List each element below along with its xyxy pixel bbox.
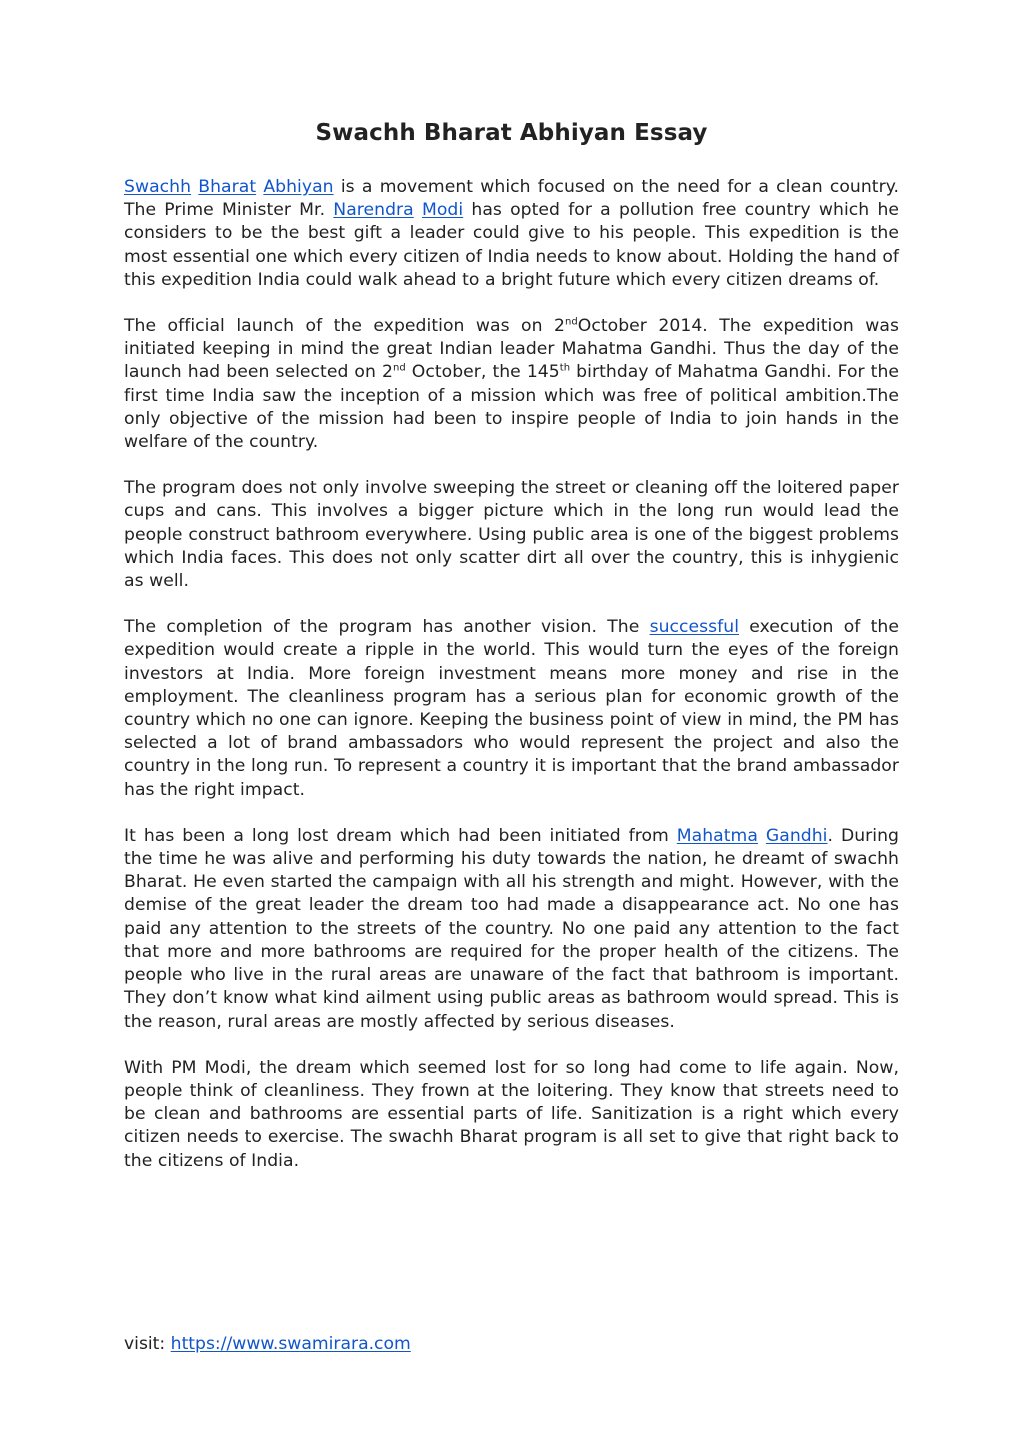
link-narendra[interactable]: Narendra [333,200,414,221]
link-gandhi[interactable]: Gandhi [765,825,828,846]
link-successful[interactable]: successful [649,617,740,638]
paragraph-1-text-a: is a movement which focused on the need for a clean country. The Prime Minister Mr. [124,177,899,221]
paragraph-4 [124,616,899,802]
paragraph-2-text-b: October 2014. The expedition was initiated keeping in mind the great Indian leader Mahatma Gandhi. Thus the day of the launch had been selected on 2 [124,316,899,383]
page-title: Swachh Bharat Abhiyan Essay [315,120,708,146]
paragraph-1 [124,176,899,292]
paragraph-2 [124,315,899,454]
paragraph-2-text-d: birthday of Mahatma Gandhi. For the first time India saw the inception of a mission which was free of political ambition.The only objective of the mission had been to inspire people of India to join hands in the welfare of the country. [124,362,900,453]
link-abhiyan[interactable]: Abhiyan [263,177,334,197]
paragraph-6: With PM Modi, the dream which seemed lost for so long had come to life again. Now, people think of cleanliness. They frown at the loitering. They know that streets need to be clean and bathrooms are essential parts of life. Sanitization is a right which every citizen needs to exercise. The swachh Bharat program is all set to give that right back to the citizens of India. [124,1057,899,1171]
superscript-th: th [559,362,571,374]
paragraph-4-text-a: The completion of the program has another vision. The [124,617,650,638]
paragraph-2-text-a: The official launch of the expedition was on 2 [124,316,565,337]
footer [124,1333,411,1356]
superscript-nd: nd [392,362,406,374]
link-bharat[interactable]: Bharat [198,177,257,197]
paragraph-4-text-b: execution of the expedition would create a ripple in the world. This would turn the eyes of the foreign investors at India. More foreign investment means more money and rise in the employment. The cleanliness program has a serious plan for economic growth of the country which no one can ignore. Keeping the business point of view in mind, the PM has selected a lot of brand ambassadors who would represent the project and also the country in the long run. To represent a country it is important that the brand ambassador has the right impact. [124,617,899,800]
paragraph-5-text-b: . During the time he was alive and performing his duty towards the nation, he dreamt of swachh Bharat. He even started the campaign with all his strength and might. However, with the demise of the great leader the dream too had made a disappearance act. No one has paid any attention to the streets of the country. No one paid any attention to the fact that more and more bathrooms are required for the proper health of the citizens. The people who live in the rural areas are unaware of the fact that bathroom is important. They don’t know what kind ailment using public areas as bathroom would spread. This is the reason, rural areas are mostly affected by serious diseases. [124,825,900,1032]
footer-label: visit: [124,1334,171,1354]
footer-website-link[interactable]: https://www.swamirara.com [170,1334,411,1354]
paragraph-5-text-a: It has been a long lost dream which had been initiated from [124,825,677,846]
link-swachh[interactable]: Swachh [124,177,192,197]
link-modi[interactable]: Modi [421,200,464,221]
paragraph-5 [124,825,899,1034]
link-mahatma[interactable]: Mahatma [676,825,758,846]
paragraph-2-text-c: October, the 145 [405,362,560,383]
paragraph-3: The program does not only involve sweeping the street or cleaning off the loitered paper cups and cans. This involves a bigger picture which in the long run would lead the people construct bathroom everywhere. Using public area is one of the biggest problems which India faces. This does not only scatter dirt all over the country, this is inhygienic as well. [124,478,899,592]
document-body [124,120,899,1196]
superscript-nd: nd [564,316,578,328]
paragraph-1-text-b: has opted for a pollution free country which he considers to be the best gift a leader could give to his people. This expedition is the most essential one which every citizen of India needs to know about. Holding the hand of this expedition India could walk ahead to a bright future which every citizen dreams of. [124,200,900,290]
